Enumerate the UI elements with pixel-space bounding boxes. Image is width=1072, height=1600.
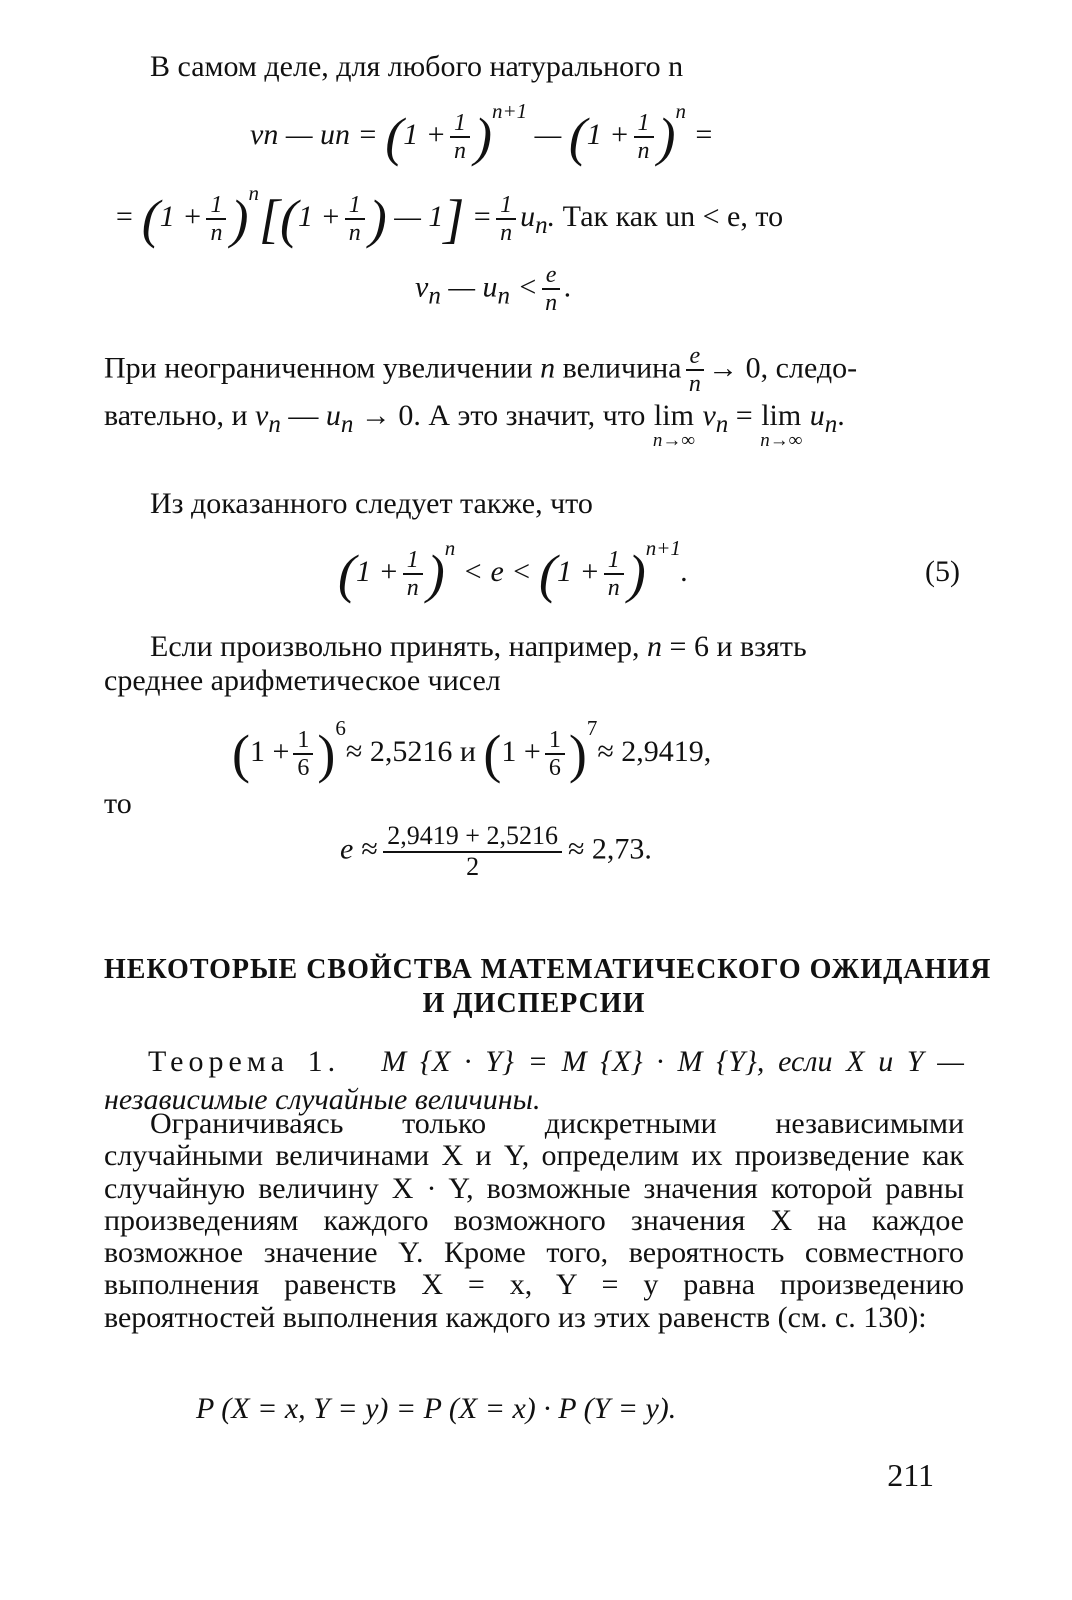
intro-line: В самом деле, для любого натурального n (150, 50, 684, 83)
para1-line2: вательно, и $v_n$ — $u_n \to 0$. А это значит, что lim n→∞ $v_n$ = lim n→∞ $u_n$. (104, 399, 845, 451)
section-heading-line1: НЕКОТОРЫЕ СВОЙСТВА МАТЕМАТИЧЕСКОГО ОЖИДАНИЯ (104, 954, 992, 985)
equation-1: vn — un = (1 + $\frac{1}{n}$ )$^{n+1}$ — (1 + $\frac{1}{n}$ )$^n$ = (250, 99, 714, 168)
theorem-condition: если X и Y — независимые случайные величины. (104, 1045, 964, 1116)
para1-line1: При неограниченном увеличении n величина $\frac{e}{n}$ → 0, следо- (104, 343, 858, 398)
theorem-label: Теорема 1. (148, 1045, 341, 1078)
equation-2: = (1 + $\frac{1}{n}$ )$^n$[(1 + $\frac{1}{n}$ ) — 1] = $\frac{1}{n}$ $u_n$. Так как un < e, то (114, 181, 784, 250)
page-number: 211 (887, 1457, 934, 1493)
eq1-lhs: vn — un = (250, 118, 378, 151)
eq1-minus: — (534, 118, 562, 151)
equation-number-5: (5) (925, 555, 960, 588)
equation-5: (1 + $\frac{1}{n}$ )$^n$ < e < (1 + $\frac{1}{n}$ )$^{n+1}$. (338, 536, 689, 605)
theorem-formula: M {X · Y} = M {X} · M {Y}, (381, 1045, 765, 1078)
to-word: то (104, 787, 132, 820)
para3-line2: среднее арифметическое чисел (104, 664, 501, 697)
para2: Из доказанного следует также, что (150, 487, 593, 520)
para4: Ограничиваясь только дискретными независимыми случайными величинами X и Y, определим их произведение как случайную величину X · Y, возможные значения которой равны произведениям каждого возможного значения X на каждое возможное значение Y. Кроме того, вероятность совместного выполнения равенств X = x, Y = y равна произведению вероятностей выполнения каждого из этих равенств (см. с. 130): (104, 1107, 964, 1334)
section-heading-line2: И ДИСПЕРСИИ (422, 988, 646, 1019)
eq1-tail: = (693, 118, 714, 151)
equation-6: (1 + $\frac{1}{6}$ )$^6$≈ 2,5216 и (1 + $\frac{1}{6}$ )$^7$≈ 2,9419, (232, 716, 712, 785)
eq2-after: Так как un < e, то (562, 200, 784, 233)
para3-line1: Если произвольно принять, например, n = 6 и взять (150, 630, 807, 663)
equation-3: $v_n$ — $u_n$ < $\frac{e}{n}$ . (415, 262, 572, 317)
equation-7: e ≈ $\frac{2,9419 + 2,5216}{2}$ ≈ 2,73. (340, 821, 652, 881)
equation-final: P (X = x, Y = y) = P (X = x) · P (Y = y). (196, 1392, 677, 1425)
